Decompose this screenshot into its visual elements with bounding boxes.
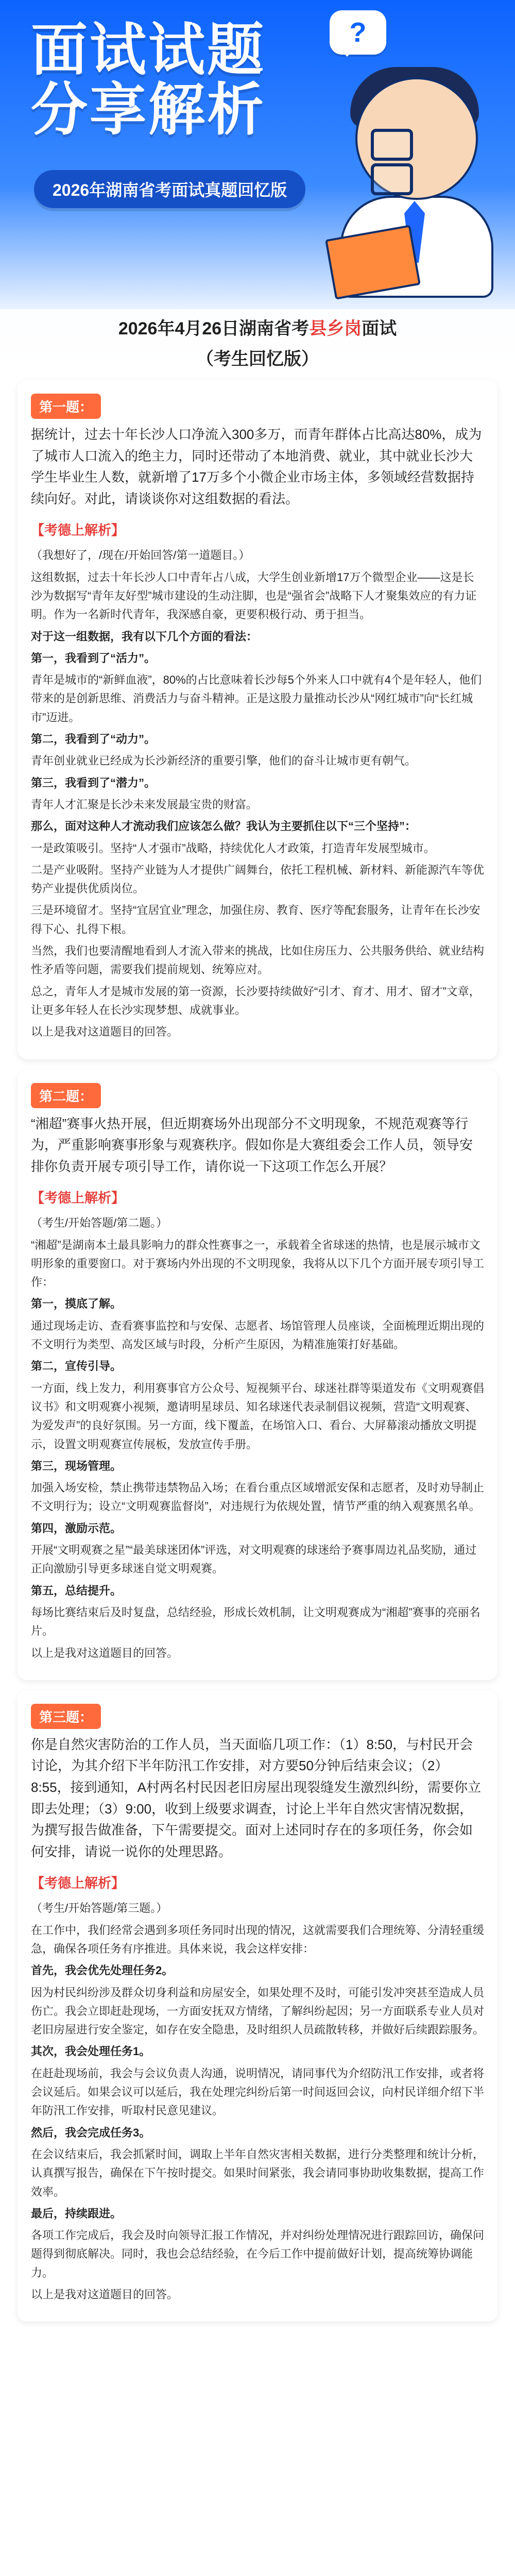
q3-para: 因为村民纠纷涉及群众切身利益和房屋安全，如果处理不及时，可能引发冲突甚至造成人员伤亡。我会立即赶赴现场，一方面安抚双方情绪，了解纠纷起因；另一方面联系专业人员对老旧房屋进行安全鉴定，如存在安全隐患，及时组织人员疏散转移，并做好后续跟踪服务。 [31,1986,485,2037]
q1-point: 第二，我看到了“动力”。 [31,733,156,746]
page-heading [36,309,479,370]
q1-para: 对于这一组数据，我有以下几个方面的看法： [31,630,258,643]
q2-point: 第三，现场管理。 [31,1459,122,1472]
q3-point: 最后，持续跟进。 [31,2207,122,2220]
question-2-text: “湘超”赛事火热开展，但近期赛场外出现部分不文明现象，不规范观赛等行为，严重影响赛事形象与观赛秩序。假如你是大赛组委会工作人员，领导安排你负责开展专项引导工作，请你说一下这项工作怎么开展？ [31,1115,473,1174]
question-3-tag: 第三题： [31,1704,101,1729]
q1-para: 二是产业吸附。坚持产业链为人才提供广阔舞台，依托工程机械、新材料、新能源汽车等优势产业提供优质岗位。 [31,863,485,895]
q1-para: 青年人才汇聚是长沙未来发展最宝贵的财富。 [31,798,258,811]
hero-subtitle: 2026年湖南省考面试真题回忆版 [34,170,305,208]
footer-space [0,2321,515,2332]
q2-para: 加强入场安检，禁止携带违禁物品入场；在看台重点区域增派安保和志愿者，及时劝导制止不文明行为；设立“文明观赛监督岗”，对违规行为依规处置，情节严重的纳入观赛黑名单。 [31,1481,485,1513]
q3-para: 以上是我对这道题目的回答。 [31,2288,179,2301]
q1-para: 总之，青年人才是城市发展的第一资源，长沙要持续做好“引才、育才、用才、留才”文章，让更多年轻人在长沙实现梦想、成就事业。 [31,985,480,1016]
q2-para: “湘超”是湖南本土最具影响力的群众性赛事之一，承载着全省球迷的热情，也是展示城市文明形象的重要窗口。对于赛场内外出现的不文明现象，我将从以下几个方面开展专项引导工作： [31,1238,485,1289]
q2-point: 第五，总结提升。 [31,1584,122,1597]
q2-point: 第四，激励示范。 [31,1521,122,1535]
hero-banner [0,0,515,309]
question-bubble-icon [330,10,386,55]
hero-title-line1: 面试试题 [31,19,266,82]
question-1-answer [31,546,484,1041]
bubble-text: ? [349,17,367,48]
q3-point: 其次，我会处理任务1。 [31,2045,151,2058]
q2-para: 每场比赛结束后及时复盘，总结经验，形成长效机制，让文明观赛成为“湘超”赛事的亮丽名片。 [31,1605,480,1638]
q1-para: 青年是城市的“新鲜血液”，80%的占比意味着长沙每5个外来人口中就有4个是年轻人，他们带来的是创新思维、消费活力与奋斗精神。正是这股力量推动长沙从“网红城市”向“长红城市”迈进。 [31,673,482,724]
cartoon-student-illustration [335,77,494,294]
question-1-tag: 第一题： [31,394,101,419]
q1-point: 第三，我看到了“潜力”。 [31,776,156,789]
q3-para: 各项工作完成后，我会及时向领导汇报工作情况，并对纠纷处理情况进行跟踪回访，确保问题得到彻底解决。同时，我也会总结经验，在今后工作中提前做好计划，提高统筹协调能力。 [31,2229,485,2279]
q1-para: （我想好了，/现在/开始回答/第一道题目。） [31,549,250,562]
q1-para: 那么，面对这种人才流动我们应该怎么做？我认为主要抓住以下“三个坚持”： [31,820,417,833]
q2-para: 以上是我对这道题目的回答。 [31,1646,179,1659]
q2-para: 一方面，线上发力，利用赛事官方公众号、短视频平台、球迷社群等渠道发布《文明观赛倡议书》和文明观赛小视频，邀请明星球员、知名球迷代表录制倡议视频，营造“文明观赛、为爱发声”的良好氛围。另一方面，线下覆盖，在场馆入口、看台、大屏幕滚动播放文明提示，设置文明观赛宣传展板，发放宣传手册。 [31,1381,485,1451]
question-2-card [18,1070,497,1680]
question-1-text: 据统计，过去十年长沙人口净流入300多万，而青年群体占比高达80%，成为了城市人口流入的绝主力，同时还带动了本地消费、就业，其中就业长沙大学生毕业生人数，就新增了17万多个小微企业市场主体，多领域经营数据持续向好。对此，请谈谈你对这组数据的看法。 [31,427,482,506]
question-3-answer [31,1899,484,2304]
heading-line2: （考生回忆版） [196,349,319,369]
heading-line1 [36,314,479,340]
hero-title-line2: 分享解析 [31,78,266,142]
q1-para: 一是政策吸引。坚持“人才强市”战略，持续优化人才政策，打造青年发展型城市。 [31,841,435,855]
heading-highlight: 县乡岗 [309,319,362,338]
heading-suffix: 面试 [362,319,397,338]
heading-prefix: 2026年4月26日湖南省考 [118,319,310,338]
q2-para: （考生/开始答题/第二题。） [31,1216,168,1230]
q3-point: 首先，我会优先处理任务2。 [31,1964,174,1977]
q1-para: 三是环境留才。坚持“宜居宜业”理念，加强住房、教育、医疗等配套服务，让青年在长沙安得下心、扎得下根。 [31,904,480,936]
question-1-answer-label: 【考德上解析】 [31,522,125,538]
question-1-card [18,380,497,1059]
glasses-icon [371,129,458,155]
q3-para: 在会议结束后，我会抓紧时间，调取上半年自然灾害相关数据，进行分类整理和统计分析，认真撰写报告，确保在下午按时提交。如果时间紧张，我会请同事协助收集数据，提高工作效率。 [31,2147,485,2198]
q1-para: 以上是我对这道题目的回答。 [31,1025,179,1039]
q3-point: 然后，我会完成任务3。 [31,2126,151,2139]
question-3-text: 你是自然灾害防治的工作人员，当天面临几项工作：（1）8:50，与村民开会讨论，为其介绍下半年防汛工作安排，对方要50分钟后结束会议；（2）8:55，接到通知，A村两名村民因老旧房屋出现裂缝发生激烈纠纷，需要你立即去处理；（3）9:00，收到上级要求调查，讨论上半年自然灾害情况数据，为撰写报告做准备，下午需要提交。面对上述同时存在的多项任务，你会如何安排，请说一说你的处理思路。 [31,1736,481,1859]
q2-para: 开展“文明观赛之星”“最美球迷团体”评选，对文明观赛的球迷给予赛事周边礼品奖励，通过正向激励引导更多球迷自觉文明观赛。 [31,1544,477,1575]
q2-para: 通过现场走访、查看赛事监控和与安保、志愿者、场馆管理人员座谈，全面梳理近期出现的不文明行为类型、高发区域与时段，分析产生原因，为精准施策打好基础。 [31,1319,485,1351]
question-2-answer [31,1214,484,1663]
q2-point: 第二，宣传引导。 [31,1360,122,1373]
question-3-card [18,1690,497,2322]
q3-para: 在赶赴现场前，我会与会议负责人沟通，说明情况，请同事代为介绍防汛工作安排，或者将会议延后。如果会议可以延后，我在处理完纠纷后第一时间返回会议，向村民详细介绍下半年防汛工作安排，听取村民意见建议。 [31,2066,485,2117]
q3-para: 在工作中，我们经常会遇到多项任务同时出现的情况，这就需要我们合理统筹、分清轻重缓急，确保各项任务有序推进。具体来说，我会这样安排： [31,1923,485,1955]
q1-para: 当然，我们也要清醒地看到人才流入带来的挑战，比如住房压力、公共服务供给、就业结构性矛盾等问题，需要我们提前规划、统筹应对。 [31,944,485,976]
question-2-tag: 第二题： [31,1083,101,1108]
question-2-answer-label: 【考德上解析】 [31,1190,125,1206]
question-3-answer-label: 【考德上解析】 [31,1875,125,1891]
q1-para: 青年创业就业已经成为长沙新经济的重要引擎，他们的奋斗让城市更有朝气。 [31,754,417,768]
q3-para: （考生/开始答题/第三题。） [31,1902,168,1915]
q1-para: 这组数据，过去十年长沙人口中青年占八成，大学生创业新增17万个微型企业——这是长沙为数据写“青年友好型”城市建设的生动注脚，也是“强省会”战略下人才聚集效应的有力证明。作为一名新时代青年，我深感自豪，更要积极行动、勇于担当。 [31,570,477,621]
q1-point: 第一，我看到了“活力”。 [31,651,156,665]
hero-title [31,21,266,140]
q2-point: 第一，摸底了解。 [31,1297,122,1311]
